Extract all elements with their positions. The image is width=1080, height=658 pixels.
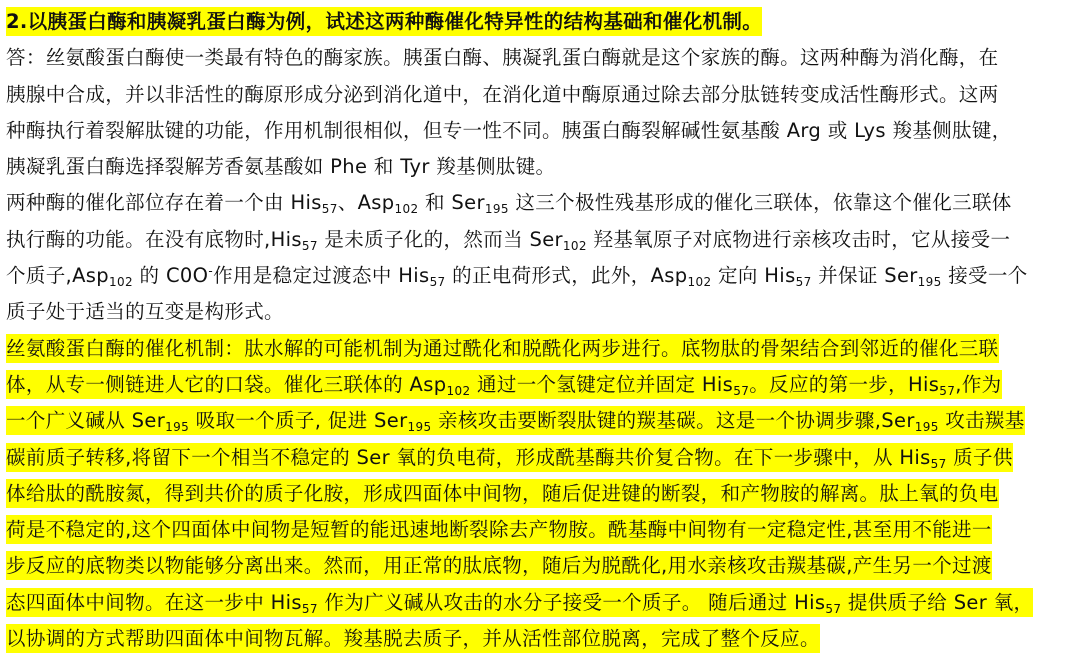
answer-paragraph-2 xyxy=(6,185,1074,330)
text-line xyxy=(6,367,1074,403)
text-run: 定向 His xyxy=(711,264,796,288)
text-line xyxy=(6,548,1074,584)
text-run: 的 C0O xyxy=(133,264,209,288)
subscript: 57 xyxy=(825,601,842,616)
text-run: 态四面体中间物。在这一步中 His xyxy=(6,590,302,614)
text-line: 胰腺中合成，并以非活性的酶原形成分泌到消化道中，在消化道中酶原通过除去部分肽链转变成活性酶形式。这两 xyxy=(6,82,999,106)
text-line xyxy=(6,512,1074,548)
text-line xyxy=(6,185,1074,221)
highlighted-text: 丝氨酸蛋白酶的催化机制：肽水解的可能机制为通过酰化和脱酰化两步进行。底物肽的骨架结合到邻近的催化三联 xyxy=(6,334,999,363)
subscript: 57 xyxy=(429,275,446,290)
text-line xyxy=(6,585,1074,621)
text-line xyxy=(6,440,1074,476)
text-run: 是未质子化的，然而当 Ser xyxy=(317,227,563,251)
answer-paragraph-3-highlighted xyxy=(6,331,1074,658)
text-run: 通过一个氢键定位并固定 His xyxy=(470,372,734,396)
subscript: 195 xyxy=(917,275,942,290)
highlighted-text: 荷是不稳定的,这个四面体中间物是短暂的能迅速地断裂除去产物胺。酰基酶中间物有一定稳定性,甚至用不能进一 xyxy=(6,515,992,544)
text-run: 质子供 xyxy=(946,445,1013,469)
text-run: 攻击羰基 xyxy=(938,409,1025,433)
subscript: 102 xyxy=(394,202,419,217)
subscript: 195 xyxy=(484,202,509,217)
text-line xyxy=(6,331,1074,367)
text-run: 碳前质子转移,将留下一个相当不稳定的 Ser 氧的负电荷，形成酰基酶共价复合物。在下一步骤中，从 His xyxy=(6,445,931,469)
document-body xyxy=(6,4,1074,657)
subscript: 195 xyxy=(914,420,939,435)
text-run: ,作为 xyxy=(955,372,1002,396)
superscript: - xyxy=(208,264,214,279)
subscript: 102 xyxy=(446,383,471,398)
text-line: 答：丝氨酸蛋白酶使一类最有特色的酶家族。胰蛋白酶、胰凝乳蛋白酶就是这个家族的酶。这两种酶为消化酶，在 xyxy=(6,46,999,70)
text-run: 作用是稳定过渡态中 His xyxy=(213,264,430,288)
subscript: 102 xyxy=(687,275,712,290)
subscript: 102 xyxy=(109,275,133,290)
text-line xyxy=(6,258,1074,294)
text-line xyxy=(6,476,1074,512)
text-line: 种酶执行着裂解肽键的功能，作用机制很相似，但专一性不同。胰蛋白酶裂解碱性氨基酸 Arg 或 Lys 羧基侧肽键， xyxy=(6,118,1012,142)
highlighted-text: 步反应的底物类以物能够分离出来。然而，用正常的肽底物，随后为脱酰化,用水亲核攻击羰基碳,产生另一个过渡 xyxy=(6,551,992,580)
subscript: 102 xyxy=(562,238,587,253)
text-run: 吸取一个质子, 促进 Ser xyxy=(189,409,408,433)
text-run: 执行酶的功能。在没有底物时,His xyxy=(6,227,302,251)
subscript: 57 xyxy=(301,601,318,616)
text-run: 体，从专一侧链进人它的口袋。催化三联体的 Asp xyxy=(6,372,447,396)
text-run: 提供质子给 Ser 氧， xyxy=(841,590,1034,614)
text-run: 作为广义碱从攻击的水分子接受一个质子。 随后通过 His xyxy=(317,590,826,614)
text-run: 、Asp xyxy=(337,191,395,215)
question-title-text: 2.以胰蛋白酶和胰凝乳蛋白酶为例，试述这两种酶催化特异性的结构基础和催化机制。 xyxy=(6,7,762,36)
text-line xyxy=(6,403,1074,439)
text-run: 两种酶的催化部位存在着一个由 His xyxy=(6,191,322,215)
subscript: 195 xyxy=(165,420,190,435)
text-run: 羟基氧原子对底物进行亲核攻击时，它从接受一 xyxy=(586,227,1011,251)
text-run: 这三个极性残基形成的催化三联体，依靠这个催化三联体 xyxy=(508,191,1012,215)
text-line: 质子处于适当的互变是构形式。 xyxy=(6,300,284,324)
text-run: 个质子,Asp xyxy=(6,264,110,288)
text-run: 和 Ser xyxy=(418,191,485,215)
text-run: 的正电荷形式，此外，Asp xyxy=(445,264,688,288)
subscript: 57 xyxy=(321,202,338,217)
text-run: 一个广义碱从 Ser xyxy=(6,409,166,433)
text-line xyxy=(6,222,1074,258)
text-line: 胰凝乳蛋白酶选择裂解芳香氨基酸如 Phe 和 Tyr 羧基侧肽键。 xyxy=(6,155,556,179)
subscript: 57 xyxy=(939,383,956,398)
highlighted-text xyxy=(6,588,1033,617)
highlighted-text: 以协调的方式帮助四面体中间物瓦解。羧基脱去质子，并从活性部位脱离，完成了整个反应。 xyxy=(6,624,820,653)
highlighted-text: 体给肽的酰胺氮，得到共价的质子化胺，形成四面体中间物，随后促进键的断裂，和产物胺的解离。肽上氧的负电 xyxy=(6,479,999,508)
subscript: 57 xyxy=(795,275,812,290)
text-run: 并保证 Ser xyxy=(811,264,918,288)
text-run: 接受一个 xyxy=(941,264,1028,288)
answer-paragraph-1 xyxy=(6,40,1074,185)
text-run: 。反应的第一步，His xyxy=(749,372,940,396)
highlighted-text xyxy=(6,443,1013,472)
text-line xyxy=(6,621,1074,657)
highlighted-text xyxy=(6,406,1025,435)
highlighted-text xyxy=(6,370,1002,399)
subscript: 57 xyxy=(930,456,947,471)
subscript: 57 xyxy=(301,238,318,253)
subscript: 195 xyxy=(407,420,432,435)
text-run: 亲核攻击要断裂肽键的羰基碳。这是一个协调步骤,Ser xyxy=(431,409,915,433)
question-title xyxy=(6,4,1074,40)
subscript: 57 xyxy=(733,383,750,398)
